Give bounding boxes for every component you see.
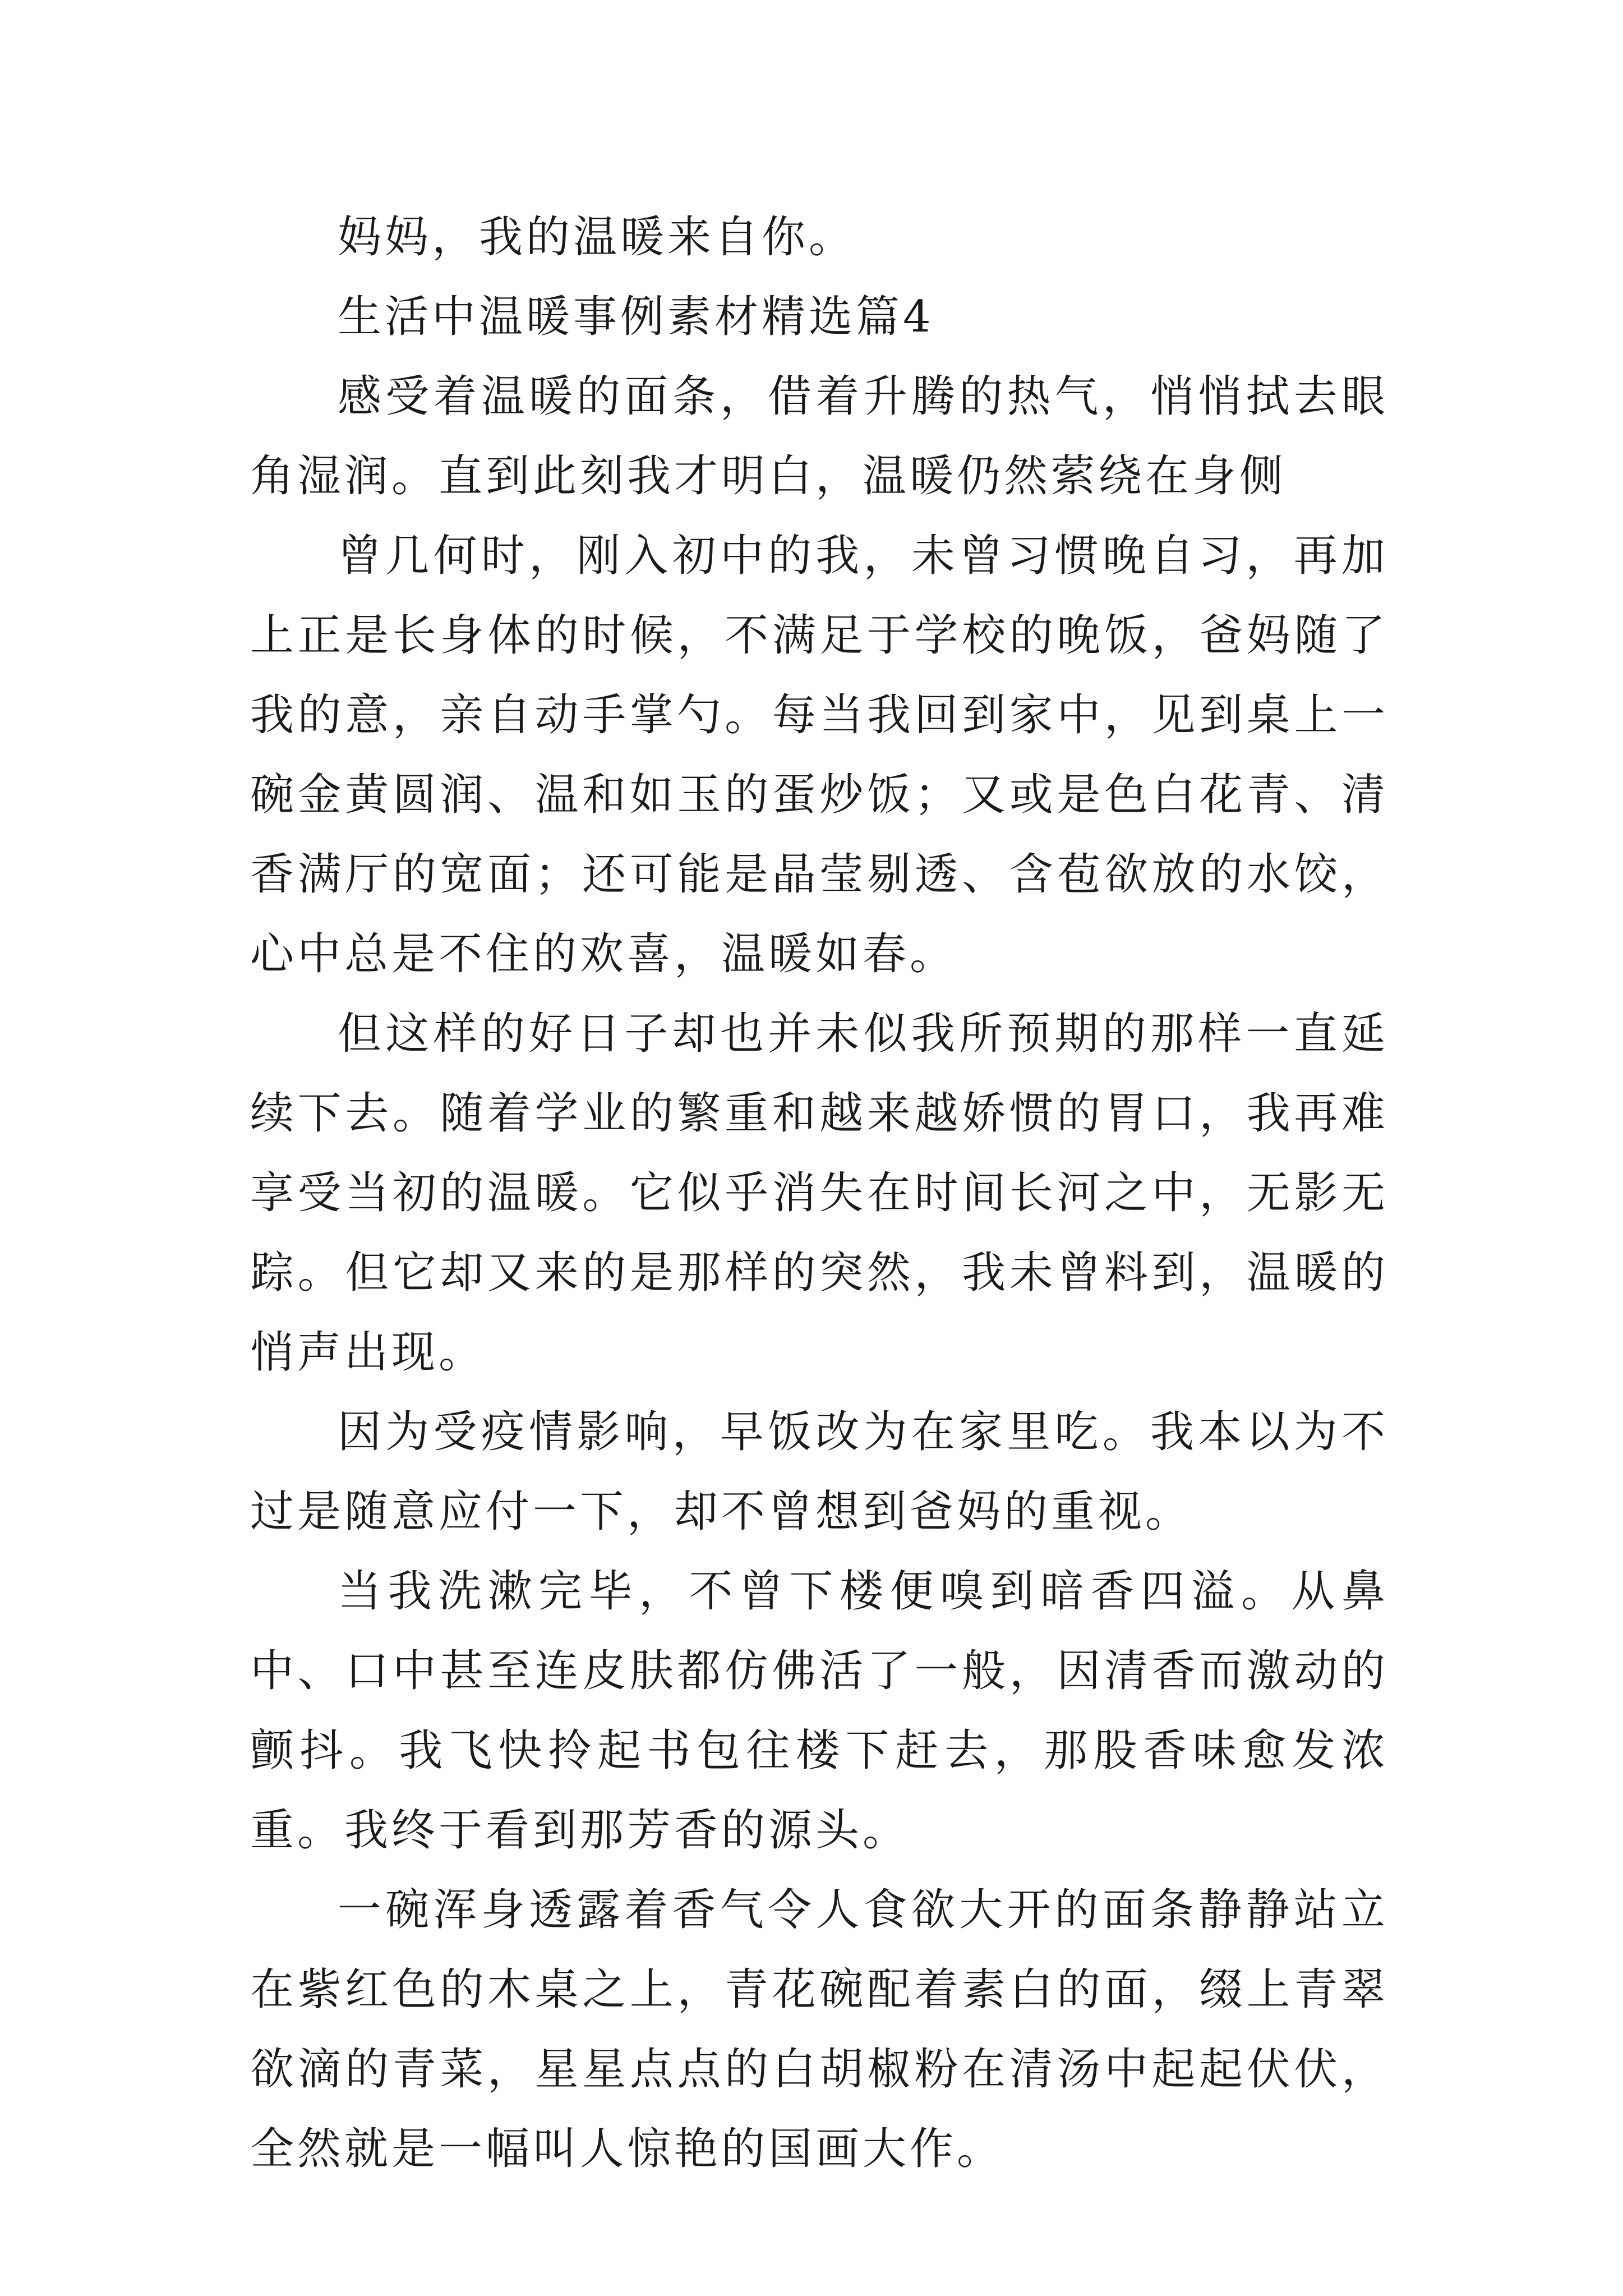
section-heading: 生活中温暖事例素材精选篇4 (338, 292, 934, 342)
document-body (250, 197, 1389, 2189)
paragraph-intro: 感受着温暖的面条，借着升腾的热气，悄悄拭去眼角湿润。直到此刻我才明白，温暖仍然萦绕在身侧 (250, 371, 1389, 501)
paragraph-memory: 曾几何时，刚入初中的我，未曾习惯晚自习，再加上正是长身体的时候，不满足于学校的晚饭，爸妈随了我的意，亲自动手掌勺。每当我回到家中，见到桌上一碗金黄圆润、温和如玉的蛋炒饭；又或是色白花青、清香满厅的宽面；还可能是晶莹剔透、含苞欲放的水饺，心中总是不住的欢喜，温暖如春。 (250, 531, 1389, 979)
paragraph-closing-line: 妈妈，我的温暖来自你。 (338, 212, 856, 263)
paragraph-change: 但这样的好日子却也并未似我所预期的那样一直延续下去。随着学业的繁重和越来越娇惯的胃口，我再难享受当初的温暖。它似乎消失在时间长河之中，无影无踪。但它却又来的是那样的突然，我未曾料到，温暖的悄声出现。 (250, 1009, 1389, 1378)
paragraph-aroma: 当我洗漱完毕，不曾下楼便嗅到暗香四溢。从鼻中、口中甚至连皮肤都仿佛活了一般，因清香而激动的颤抖。我飞快拎起书包往楼下赶去，那股香味愈发浓重。我终于看到那芳香的源头。 (250, 1566, 1389, 1856)
paragraph-noodles: 一碗浑身透露着香气令人食欲大开的面条静静站立在紫红色的木桌之上，青花碗配着素白的面，缀上青翠欲滴的青菜，星星点点的白胡椒粉在清汤中起起伏伏，全然就是一幅叫人惊艳的国画大作。 (250, 1885, 1389, 2174)
paragraph-epidemic: 因为受疫情影响，早饭改为在家里吃。我本以为不过是随意应付一下，却不曾想到爸妈的重视。 (250, 1407, 1389, 1537)
